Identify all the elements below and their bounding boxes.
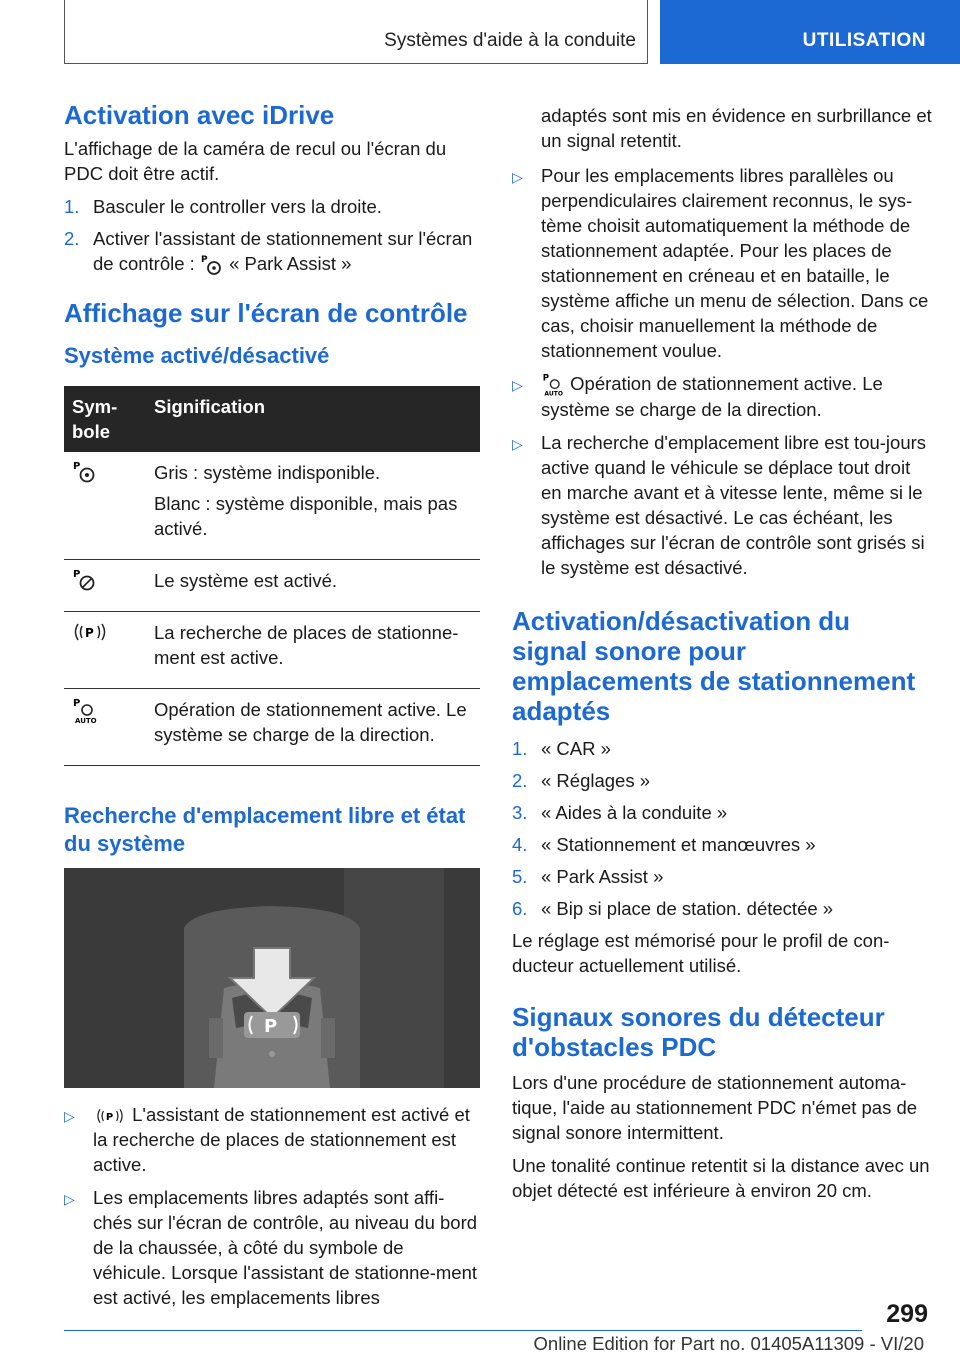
step-number: 2.: [64, 228, 80, 249]
meaning-line: La recherche de places de stationne-ment est active.: [154, 622, 459, 669]
step-number: 6.: [512, 898, 528, 920]
step-number: 4.: [512, 834, 528, 856]
table-row: [64, 612, 480, 689]
activation-text: L'affichage de la caméra de recul ou l'écran du PDC doit être actif.: [64, 138, 447, 184]
park-assist-steering-icon: [200, 254, 224, 276]
step-number: 2.: [512, 770, 528, 792]
step-text: Activer l'assistant de stationnement sur l'écran de contrôle :: [93, 228, 473, 274]
step-item: [512, 768, 932, 793]
bullet-item: [512, 430, 932, 580]
bullet-item: [64, 1185, 480, 1310]
bullet-marker-icon: ▷: [512, 377, 523, 393]
step-text: Basculer le controller vers la droite.: [93, 196, 382, 217]
bullet-marker-icon: ▷: [512, 436, 523, 453]
footer-edition: [534, 1333, 924, 1355]
meaning-line: Opération de stationnement active. Le système se charge de la direction.: [154, 699, 467, 746]
footer-edition-text: Online Edition for Part no. 01405A11309 - VI/20: [533, 1333, 924, 1354]
step-number: 3.: [512, 802, 528, 824]
meaning-line: Blanc : système disponible, mais pas activé.: [154, 493, 458, 540]
step-text: « Aides à la conduite »: [541, 802, 728, 824]
bullet-marker-icon: ▷: [64, 1191, 75, 1208]
step-item: [64, 194, 480, 219]
step-item: [64, 226, 480, 276]
svg-text:P: P: [73, 569, 81, 581]
pdc-text-1: Lors d'une procédure de stationnement automa-tique, l'aide au stationnement PDC n'émet pas de signal sonore intermittent.: [512, 1072, 918, 1144]
svg-text:P: P: [85, 626, 94, 641]
table-header-meaning: Signification: [146, 386, 480, 452]
svg-text:AUTO: AUTO: [75, 717, 97, 726]
table-row: [64, 452, 480, 560]
svg-text:P: P: [264, 1016, 278, 1038]
header-section-title: Systèmes d'aide à la conduite: [384, 30, 636, 51]
heading-affichage: Affichage sur l'écran de contrôle: [64, 298, 468, 329]
svg-text:P: P: [73, 461, 81, 473]
meaning-line: Gris : système indisponible.: [154, 462, 381, 484]
parking-search-waves-icon: [93, 1106, 127, 1126]
right-column: [512, 103, 932, 1211]
svg-text:P: P: [542, 373, 549, 384]
step-item: [512, 896, 932, 921]
svg-text:AUTO: AUTO: [544, 390, 563, 398]
step-text: « Stationnement et manœuvres »: [541, 834, 816, 856]
step-number: 1.: [64, 196, 80, 217]
bullet-text: La recherche d'emplacement libre est tou-jours active quand le véhicule se déplace tout droit en marche avant et à vitesse lente, même si le système est désactivé. Le cas échéant, les affichages sur l'écran de contrôle sont grisés si le système est désactivé.: [541, 432, 927, 579]
bullet-item: [64, 1102, 480, 1177]
park-assist-steering-icon: [72, 460, 98, 484]
bullet-marker-icon: ▷: [512, 169, 523, 185]
heading-pdc: Signaux sonores du détecteur d'obstacles PDC: [512, 1002, 885, 1063]
bullet-text: Les emplacements libres adaptés sont affi-chés sur l'écran de contrôle, au niveau du bord de la chaussée, à côté du symbole de véhicule. Lorsque l'assistant de stationne-ment est activé, les emplacements libres: [93, 1187, 478, 1309]
pdc-text-2: Une tonalité continue retentit si la distance avec un objet détecté est inférieure à environ 20 cm.: [512, 1155, 930, 1202]
step-item: [512, 736, 932, 761]
table-row: [64, 560, 480, 612]
bullet-text: Opération de stationnement active. Le système se charge de la direction.: [541, 373, 883, 421]
step-text: « CAR »: [541, 738, 611, 760]
bullet-text: L'assistant de stationnement est activé et la recherche de places de stationnement est active.: [93, 1104, 470, 1176]
park-assist-active-icon: [72, 568, 98, 592]
step-item: [512, 832, 932, 857]
continued-text: adaptés sont mis en évidence en surbrillance et un signal retentit.: [541, 105, 932, 151]
park-assist-auto-icon: [72, 697, 98, 725]
heading-systeme: Système activé/désactivé: [64, 343, 330, 369]
table-header-symbol: Sym-bole: [64, 386, 146, 452]
heading-activation: Activation avec iDrive: [64, 100, 335, 130]
step-item: [512, 864, 932, 889]
header-tab-label: UTILISATION: [802, 30, 926, 51]
parking-display-photo: [64, 868, 480, 1088]
step-text: « Réglages »: [541, 770, 651, 792]
left-column: [64, 100, 480, 1318]
step-text: « Bip si place de station. détectée »: [541, 898, 834, 920]
bullet-item: [512, 371, 932, 422]
memo-text: Le réglage est mémorisé pour le profil de con-ducteur actuellement utilisé.: [512, 930, 890, 977]
bullet-marker-icon: ▷: [64, 1108, 75, 1125]
meaning-line: Le système est activé.: [154, 570, 338, 592]
step-number: 1.: [512, 738, 528, 760]
header-tab[interactable]: [660, 0, 960, 64]
heading-signal: Activation/désactivation du signal sonore pour emplacements de stationnement adaptés: [512, 606, 916, 727]
park-assist-auto-icon: [541, 373, 565, 397]
step-text: « Park Assist »: [541, 866, 664, 888]
footer-divider: [64, 1330, 862, 1331]
svg-text:P: P: [200, 255, 208, 266]
heading-recherche: Recherche d'emplacement libre et état du système: [64, 803, 466, 857]
symbol-table: [64, 386, 480, 766]
step-item: [512, 800, 932, 825]
page-number: 299: [886, 1300, 928, 1328]
svg-text:P: P: [73, 698, 81, 710]
step-text: « Park Assist »: [229, 253, 352, 274]
bullet-text: Pour les emplacements libres parallèles ou perpendiculaires clairement reconnus, le sys-tème choisit automatiquement la méthode de stationnement adaptée. Pour les places de stationnement en créneau et en bataille, le système affiche un menu de sélection. Dans ce cas, choisir manuellement la méthode de stationnement voulue.: [541, 165, 929, 361]
svg-text:P: P: [105, 1112, 114, 1124]
table-row: [64, 689, 480, 766]
bullet-item: [512, 163, 932, 363]
parking-search-waves-icon: [72, 620, 108, 644]
step-number: 5.: [512, 866, 528, 888]
